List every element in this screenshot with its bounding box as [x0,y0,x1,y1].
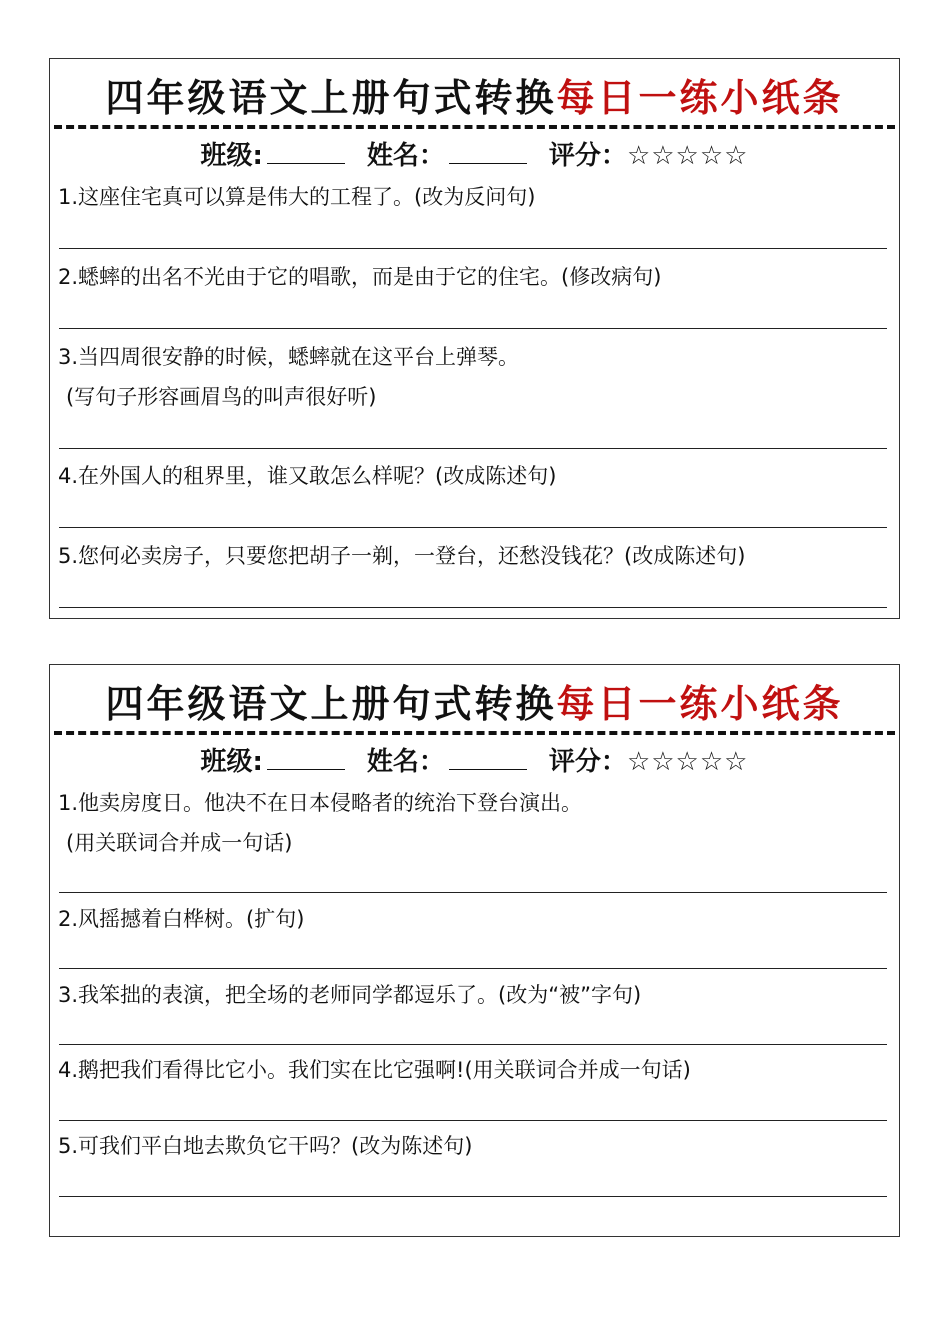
answer-line-2[interactable] [59,328,887,329]
question-5: 5.可我们平白地去欺负它干吗？(改为陈述句) [58,1134,473,1158]
question-2: 2.蟋蟀的出名不光由于它的唱歌，而是由于它的住宅。(修改病句) [58,265,662,289]
answer-line-4[interactable] [59,1120,887,1121]
rating-stars-icon[interactable]: ☆☆☆☆☆ [626,141,749,171]
name-label: 姓名： [366,747,445,777]
title-red-text: 每日一练小纸条 [556,682,844,726]
answer-line-5[interactable] [59,1196,887,1197]
answer-line-5[interactable] [59,607,887,608]
question-2: 2.风摇撼着白桦树。(扩句) [58,907,305,931]
question-1-note: (用关联词合并成一句话) [66,831,293,855]
class-blank[interactable] [267,139,345,164]
class-label: 班级: [200,747,263,777]
practice-card-1 [49,58,900,619]
answer-line-3[interactable] [59,1044,887,1045]
question-3: 3.当四周很安静的时候，蟋蟀就在这平台上弹琴。 [58,345,520,369]
name-blank[interactable] [449,139,527,164]
question-3-note: (写句子形容画眉鸟的叫声很好听) [66,385,377,409]
score-label: 评分： [548,747,627,777]
question-3: 3.我笨拙的表演，把全场的老师同学都逗乐了。(改为“被”字句) [58,983,642,1007]
student-info-row [50,135,899,172]
card-title [50,67,899,122]
answer-line-1[interactable] [59,248,887,249]
rating-stars-icon[interactable]: ☆☆☆☆☆ [626,747,749,777]
card-title [50,673,899,728]
score-label: 评分： [548,141,627,171]
question-1: 1.他卖房度日。他决不在日本侵略者的统治下登台演出。 [58,791,583,815]
answer-line-1[interactable] [59,892,887,893]
answer-line-3[interactable] [59,448,887,449]
question-4: 4.鹅把我们看得比它小。我们实在比它强啊!(用关联词合并成一句话) [58,1058,691,1082]
student-info-row [50,741,899,778]
answer-line-2[interactable] [59,968,887,969]
dashed-divider [54,731,895,735]
title-red-text: 每日一练小纸条 [556,76,844,120]
question-1: 1.这座住宅真可以算是伟大的工程了。(改为反问句) [58,185,536,209]
question-4: 4.在外国人的租界里，谁又敢怎么样呢？(改成陈述句) [58,464,557,488]
name-blank[interactable] [449,745,527,770]
name-label: 姓名： [366,141,445,171]
title-black-text: 四年级语文上册句式转换 [105,682,557,726]
title-black-text: 四年级语文上册句式转换 [105,76,557,120]
class-label: 班级: [200,141,263,171]
practice-card-2 [49,664,900,1237]
answer-line-4[interactable] [59,527,887,528]
question-5: 5.您何必卖房子，只要您把胡子一剃，一登台，还愁没钱花？(改成陈述句) [58,544,746,568]
class-blank[interactable] [267,745,345,770]
dashed-divider [54,125,895,129]
